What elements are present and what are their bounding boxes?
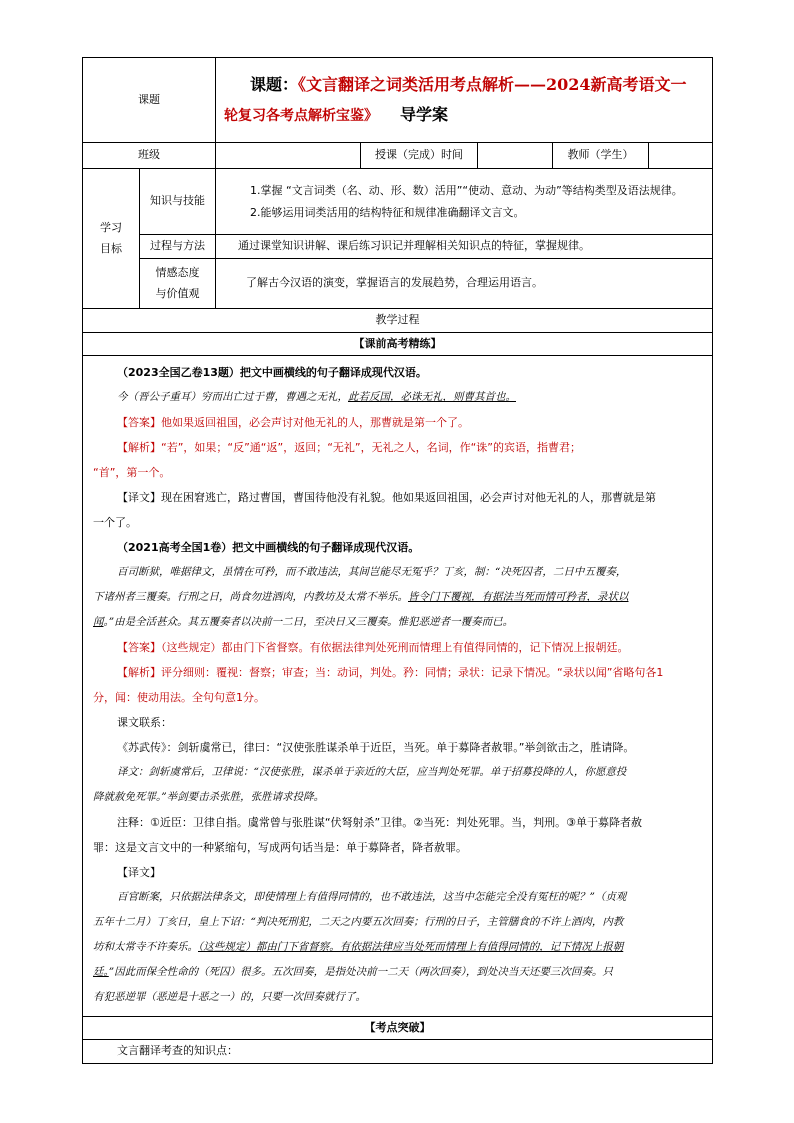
ex1-answer-text: 他如果返回祖国，必会声讨对他无礼的人，那曹就是第一个了。 (161, 416, 469, 429)
teacher-label: 教师（学生） (553, 143, 649, 169)
ex1-analysis-1: 【解析】“若”，如果；“反”通“返”，返回；“无礼”，无礼之人，名词，作“诛”的宾语，指曹君； (117, 441, 581, 454)
process-content: 通过课堂知识讲解、课后练习识记并理解相关知识点的特征，掌握规律。 (216, 235, 713, 259)
exercise-body (83, 356, 713, 1017)
ex2-translation-3-underlined: （这些规定）都由门下省督察。有依据法律应当处死而情理上有值得同情的，记下情况上报朝 (198, 941, 624, 953)
objective-process-row (83, 235, 713, 259)
process-label: 过程与方法 (140, 235, 216, 259)
ex2-translation-3 (93, 935, 702, 960)
ex2-link-text: 《苏武传》：剑斩虞常已，律曰：“汉使张胜谋杀单于近臣，当死。单于募降者赦罪。”举剑欲击之，胜请降。 (117, 741, 635, 754)
ex2-link-label: 课文联系： (117, 716, 172, 729)
teaching-process-row (83, 309, 713, 333)
emotion-label-2: 与价值观 (155, 286, 200, 300)
emotion-content: 了解古今汉语的演变，掌握语言的发展趋势，合理运用语言。 (216, 259, 713, 309)
knowledge-label: 知识与技能 (140, 169, 216, 235)
objectives-group-label (83, 169, 140, 309)
objectives-label-2: 目标 (100, 241, 122, 255)
title-text-1: 《文言翻译之词类活用考点解析——2024新高考语文一 (298, 74, 687, 94)
ex2-analysis-label: 【解析】 (117, 666, 161, 679)
ex2-translation-5: 有犯恶逆罪（恶逆是十恶之一）的，只要一次回奏就行了。 (93, 991, 366, 1003)
section1-title: 【课前高考精练】 (83, 333, 713, 356)
section2-text: 文言翻译考查的知识点： (83, 1040, 713, 1064)
objective-knowledge-row (83, 169, 713, 235)
time-label: 授课（完成）时间 (361, 143, 478, 169)
ex2-note-2: 罪：这是文言文中的一种紧缩句，写成两句话当是：单于募降者，降者赦罪。 (93, 841, 467, 854)
ex2-note-1: 注释：①近臣：卫律自指。虞常曾与张胜谋“伏弩射杀”卫律。②当死：判处死罪。当，判刑。③单于募降者赦 (117, 816, 642, 829)
ex2-source-2-underlined: 皆令门下覆视，有据法当死而情可矜者，录状以 (408, 591, 629, 603)
ex2-analysis-text: 评分细则：覆视：督察；审查；当：动词，判处。矜：同情；录状：记录下情况。“录状以闻”省略句各1 (161, 666, 664, 679)
ex2-translation-4 (93, 960, 702, 985)
ex2-translation-1: 百官断案，只依据法律条文，即使情理上有值得同情的，也不敢违法，这当中怎能完全没有冤枉的呢？”（贞观 (117, 891, 627, 903)
ex2-source-2-plain: 下诸州者三覆奏。行刑之日，尚食勿进酒肉，内教坊及太常不举乐。 (93, 591, 408, 603)
class-value (216, 143, 361, 169)
time-value (478, 143, 553, 169)
teacher-value (649, 143, 713, 169)
objectives-label-1: 学习 (100, 220, 122, 234)
section2-row (83, 1017, 713, 1040)
topic-label: 课题 (83, 58, 216, 143)
ex2-source-1: 百司断狱，唯据律文，虽情在可矜，而不敢违法，其间岂能尽无冤乎？丁亥，制：“决死囚者，二日中五覆奏， (117, 566, 627, 578)
ex2-source-3 (93, 610, 702, 635)
ex2-source-3-underlined: 闻 (93, 616, 104, 628)
section2-title: 【考点突破】 (83, 1017, 713, 1040)
title-prefix: 课题： (250, 74, 299, 94)
knowledge-item-1: 1.掌握 “文言词类（名、动、形、数）活用”“使动、意动、为动”等结构类型及语法规律。 (250, 183, 683, 197)
section1-row (83, 333, 713, 356)
ex2-link-translation-2: 降就赦免死罪。”举剑要击杀张胜，张胜请求投降。 (93, 791, 325, 803)
title-line-1 (224, 70, 712, 100)
lesson-table (82, 57, 713, 1064)
objective-emotion-row (83, 259, 713, 309)
ex2-translation-4-plain: ”因此而保全性命的（死囚）很多。五次回奏，是指处决前一二天（两次回奏），到处决当天还要三次回奏。只 (108, 966, 613, 978)
teaching-process-label: 教学过程 (83, 309, 713, 333)
title-text-2: 轮复习各考点解析宝鉴》 (224, 107, 378, 124)
emotion-label (140, 259, 216, 309)
knowledge-item-2: 2.能够运用词类活用的结构特征和规律准确翻译文言文。 (250, 205, 525, 219)
ex1-source-plain: 今（晋公子重耳）穷而出亡过于曹，曹遇之无礼， (117, 391, 348, 403)
ex2-link-translation-1: 译文：剑斩虞常后，卫律说：“汉使张胜，谋杀单于亲近的大臣，应当判处死罪。单于招募投降的人，你愿意投 (117, 766, 627, 778)
ex2-analysis-1 (93, 660, 702, 685)
section2-body-row (83, 1040, 713, 1064)
ex1-source (93, 385, 702, 410)
ex2-source-3-plain: 。”由是全活甚众。其五覆奏者以决前一二日，至决日又三覆奏。惟犯恶逆者一覆奏而已。 (103, 616, 514, 628)
ex2-translation-4-underlined: 廷。 (93, 966, 109, 978)
emotion-label-1: 情感态度 (155, 265, 200, 279)
ex2-source-2 (93, 585, 702, 610)
exercise-body-row (83, 356, 713, 1017)
title-cell (216, 58, 713, 143)
ex1-answer-label: 【答案】 (117, 416, 161, 429)
ex1-analysis-2: “首”，第一个。 (93, 466, 171, 479)
ex1-translation-1: 【译文】现在困窘逃亡，路过曹国，曹国待他没有礼貌。他如果返回祖国，必会声讨对他无礼的人，那曹就是第 (117, 491, 656, 504)
title-line-2 (224, 100, 712, 131)
ex2-answer-text: （这些规定）都由门下省督察。有依据法律判处死刑而情理上有值得同情的，记下情况上报朝廷。 (161, 641, 629, 654)
ex1-source-underlined: 此若反国，必诛无礼，则曹其首也。 (348, 391, 516, 403)
ex1-translation-2: 一个了。 (93, 516, 137, 529)
ex2-translation-3-plain: 坊和太常寺不许奏乐。 (93, 941, 198, 953)
guide-label: 导学案 (400, 104, 449, 124)
ex1-answer (93, 410, 702, 435)
ex2-answer (93, 635, 702, 660)
document-page (82, 57, 712, 1064)
info-row (83, 143, 713, 169)
ex2-analysis-2: 分，闻：使动用法。全句句意1分。 (93, 691, 265, 704)
ex2-translation-label: 【译文】 (117, 866, 161, 879)
ex2-question: （2021高考全国1卷）把文中画横线的句子翻译成现代汉语。 (117, 541, 420, 554)
ex2-translation-2: 五年十二月）丁亥日，皇上下诏：“判决死刑犯，二天之内要五次回奏；行刑的日子，主管膳食的不许上酒肉，内教 (93, 916, 624, 928)
ex1-question: （2023全国乙卷13题）把文中画横线的句子翻译成现代汉语。 (117, 366, 427, 379)
title-row (83, 58, 713, 143)
class-label: 班级 (83, 143, 216, 169)
ex2-answer-label: 【答案】 (117, 641, 161, 654)
knowledge-content (216, 169, 713, 235)
